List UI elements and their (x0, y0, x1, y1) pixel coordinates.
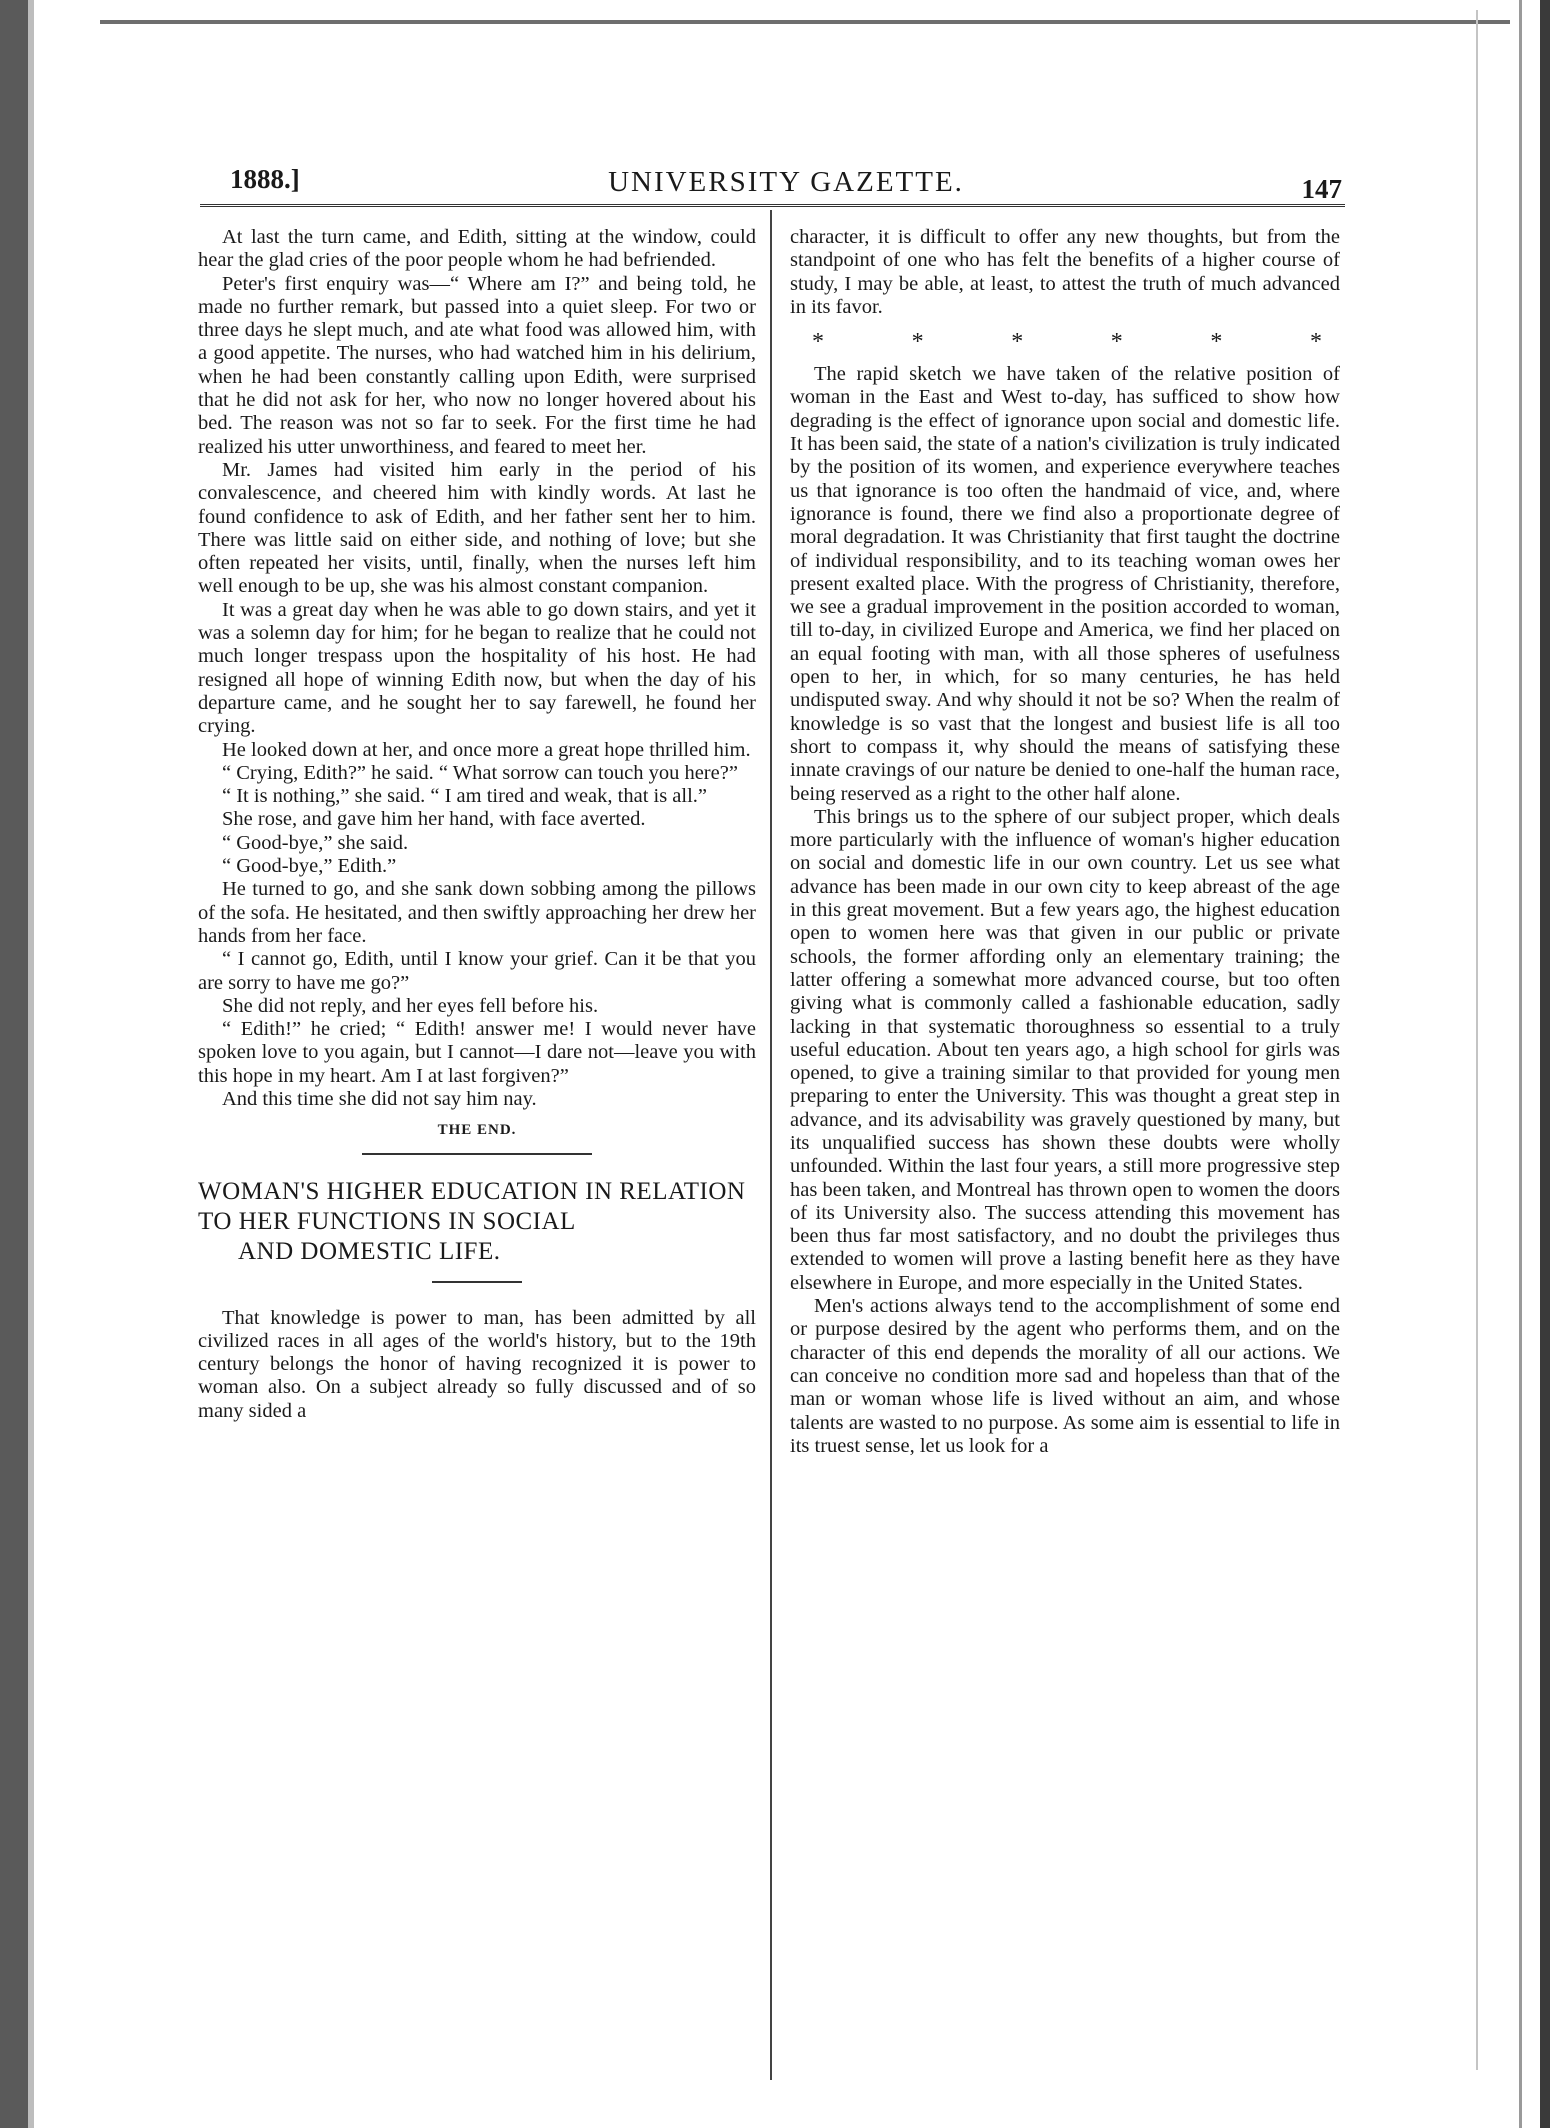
running-header (230, 150, 1342, 204)
story-paragraph: Mr. James had visited him early in the period of his convalescence, and cheered him with kindly words. At last he found confidence to ask of Edith, and her father sent her to him. There was little said on either side, and nothing of love; but she often repeated her visits, until, finally, when the nurses left him well enough to be up, she was his almost constant companion. (198, 458, 756, 598)
article-title-line1: WOMAN'S HIGHER EDUCATION IN RELATION TO HER FUNCTIONS IN SOCIAL (198, 1177, 746, 1235)
asterisk: * (1210, 329, 1223, 356)
story-paragraph: “ Edith!” he cried; “ Edith! answer me! I would never have spoken love to you again, but I cannot—I dare not—leave you with this hope in my heart. Am I at last forgiven?” (198, 1018, 756, 1087)
right-column (790, 226, 1340, 1458)
the-end-label: THE END. (437, 1122, 517, 1139)
left-column (198, 226, 756, 1423)
journal-title: UNIVERSITY GAZETTE. (608, 166, 964, 198)
story-paragraph: And this time she did not say him nay. (222, 1087, 537, 1110)
header-year: 1888.] (230, 164, 300, 194)
story-paragraph: “ It is nothing,” she said. “ I am tired and weak, that is all.” (222, 785, 708, 808)
article-title (198, 1177, 756, 1267)
page-edge-top (100, 20, 1510, 24)
page-number: 147 (1301, 174, 1342, 204)
page-edge-right (1540, 0, 1550, 2128)
page-edge-left (0, 0, 28, 2128)
article-paragraph: The rapid sketch we have taken of the relative position of woman in the East and West to-day, has sufficed to show how degrading is the effect of ignorance upon social and domestic life. It has been said, the state of a nation's civilization is truly indicated by the position of its women, and experience everywhere teaches us that ignorance is too often the handmaid of vice, and, where ignorance is found, there we find also a proportionate degree of moral degradation. It was Christianity that first taught the doctrine of individual responsibility, and to its teaching woman owes her present exalted place. With the progress of Christianity, therefore, we see a gradual improvement in the position accorded to woman, till to-day, in civilized Europe and America, we find her placed on an equal footing with man, with all those spheres of usefulness open to her, in which, for so many centuries, he has held undisputed sway. And why should it not be so? When the realm of knowledge is so vast that the longest and busiest life is all too short to compass it, why should the means of satisfying these innate cravings of our nature be denied to one-half the human race, being reserved as a right to the other half alone. (790, 363, 1340, 805)
story-paragraph: It was a great day when he was able to go down stairs, and yet it was a solemn day for him; for he began to realize that he could not much longer trespass upon the hospitality of his host. He had resigned all hope of winning Edith now, but when the day of his departure came, and he sought her to say farewell, he found her crying. (198, 598, 756, 738)
asterisk-divider (790, 319, 1340, 363)
story-paragraph: “ Good-bye,” she said. (222, 831, 409, 854)
section-rule (362, 1153, 592, 1155)
asterisk: * (812, 329, 824, 356)
asterisk: * (1110, 329, 1123, 356)
article-paragraph: This brings us to the sphere of our subject proper, which deals more particularly with the influence of woman's higher education on social and domestic life in our own country. Let us see what advance has been made in our own city to keep abreast of the age in this great movement. But a few years ago, the highest education open to women here was that given in our public or private schools, the former affording only an elementary training; the latter offering a somewhat more advanced course, but too often giving what is commonly called a fashionable education, sadly lacking in that systematic thoroughness so essential to a truly useful education. About ten years ago, a high school for girls was opened, to give a training similar to that provided for young men preparing to enter the University. This was thought a great step in advance, and its advisability was gravely questioned by many, but its unqualified success has shown these doubts were wholly unfounded. Within the last four years, a still more progressive step has been taken, and Montreal has thrown open to women the doors of its University also. The success attending this movement has been thus far most satisfactory, and no doubt the privileges thus extended to women will prove a lasting benefit here as they have elsewhere in Europe, and more especially in the United States. (790, 805, 1340, 1294)
page-edge-right-faint-line (1476, 10, 1478, 2070)
column-divider (770, 210, 772, 2080)
story-paragraph: At last the turn came, and Edith, sitting at the window, could hear the glad cries of the poor people whom he had befriended. (198, 226, 756, 272)
story-paragraph: He looked down at her, and once more a great hope thrilled him. (222, 738, 751, 761)
article-paragraph: That knowledge is power to man, has been admitted by all civilized races in all ages of the world's history, but to the 19th century belongs the honor of having recognized it is power to woman also. On a subject already so fully discussed and of so many sided a (198, 1306, 756, 1422)
story-paragraph: “ Crying, Edith?” he said. “ What sorrow can touch you here?” (222, 761, 738, 784)
story-paragraphs (198, 226, 756, 1111)
story-paragraph: “ I cannot go, Edith, until I know your grief. Can it be that you are sorry to have me go?” (198, 948, 756, 994)
article-paragraph: character, it is difficult to offer any new thoughts, but from the standpoint of one who has felt the benefits of a higher course of study, I may be able, at least, to attest the truth of much advanced in its favor. (790, 226, 1340, 318)
header-rule (200, 204, 1345, 207)
asterisk: * (1309, 329, 1322, 356)
story-paragraph: He turned to go, and she sank down sobbing among the pillows of the sofa. He hesitated, and then swiftly approaching her drew her hands from her face. (198, 878, 756, 947)
title-rule (432, 1281, 522, 1283)
article-paragraph: Men's actions always tend to the accomplishment of some end or purpose desired by the agent who performs them, and on the character of this end depends the morality of all our actions. We can conceive no condition more sad and hopeless than that of the man or woman whose life is lived without an aim, and whose talents are wasted to no purpose. As some aim is essential to life in its truest sense, let us look for a (790, 1295, 1340, 1457)
story-paragraph: Peter's first enquiry was—“ Where am I?” and being told, he made no further remark, but passed into a quiet sleep. For two or three days he slept much, and ate what food was allowed him, with a good appetite. The nurses, who had watched him in his delirium, when he had been constantly calling upon Edith, were surprised that he did not ask for her, who now no longer hovered about his bed. The reason was not so far to seek. For the first time he had realized his utter unworthiness, and feared to meet her. (198, 272, 756, 458)
page-edge-right-line (1519, 0, 1522, 2128)
article-title-line2: AND DOMESTIC LIFE. (238, 1237, 501, 1265)
story-paragraph: “ Good-bye,” Edith.” (222, 855, 397, 878)
page-edge-left-shadow (28, 0, 34, 2128)
asterisk: * (1011, 329, 1024, 356)
story-paragraph: She rose, and gave him her hand, with face averted. (222, 808, 646, 831)
story-paragraph: She did not reply, and her eyes fell before his. (222, 994, 599, 1017)
asterisk: * (911, 329, 924, 356)
